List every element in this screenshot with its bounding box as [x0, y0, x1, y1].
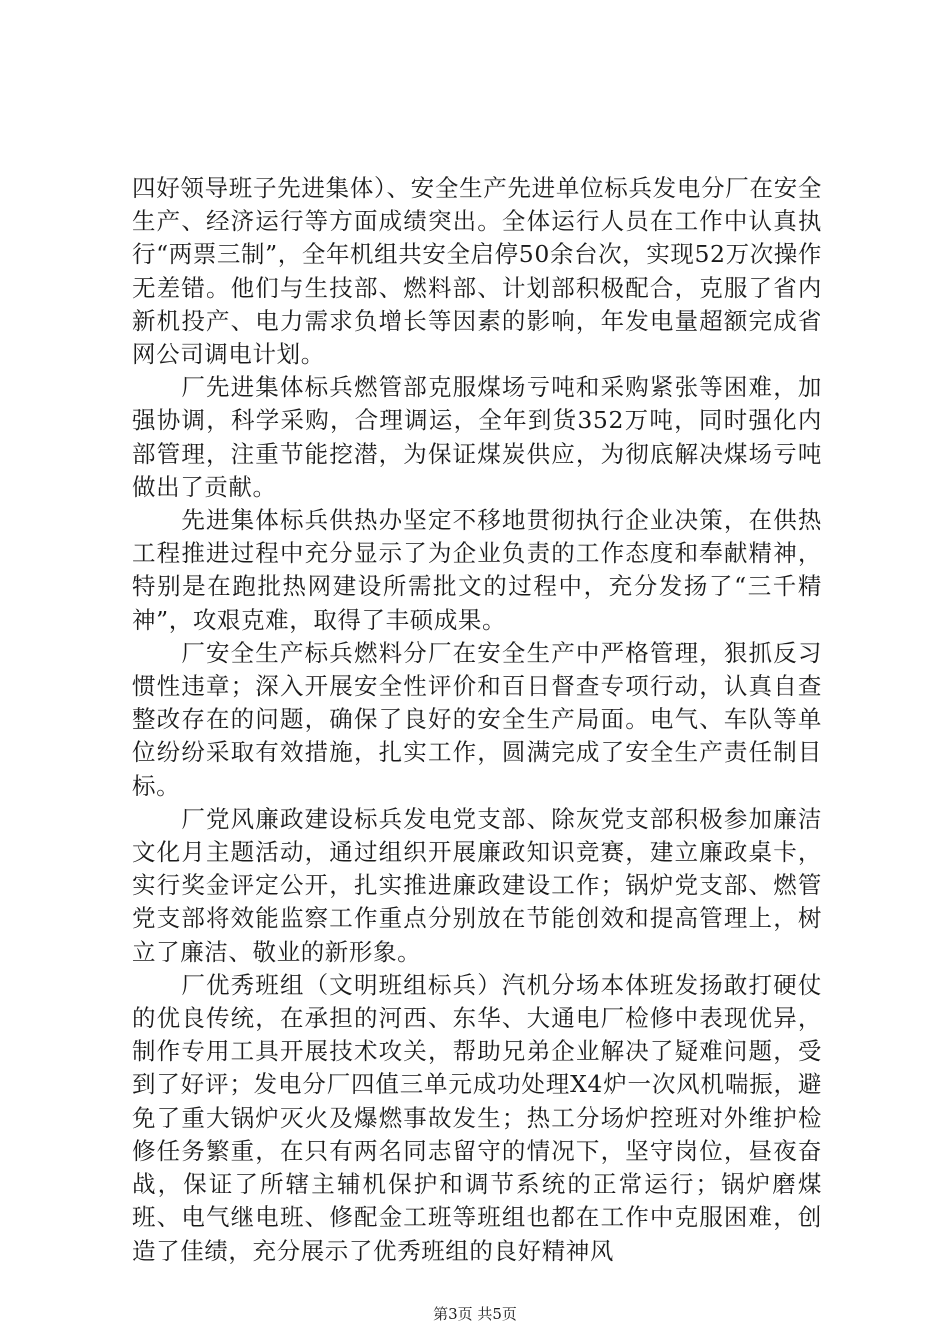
paragraph: 厂优秀班组（文明班组标兵）汽机分场本体班发扬敢打硬仗的优良传统，在承担的河西、东华、大通电厂检修中表现优异，制作专用工具开展技术攻关，帮助兄弟企业解决了疑难问题，受到了好评；发电分厂四值三单元成功处理X4炉一次风机喘振，避免了重大锅炉灭火及爆燃事故发生；热工分场炉控班对外维护检修任务繁重，在只有两名同志留守的情况下，坚守岗位，昼夜奋战，保证了所辖主辅机保护和调节系统的正常运行；锅炉磨煤班、电气继电班、修配金工班等班组也都在工作中克服困难，创造了佳绩，充分展示了优秀班组的良好精神风	[132, 970, 822, 1265]
paragraph: 四好领导班子先进集体）、安全生产先进单位标兵发电分厂在安全生产、经济运行等方面成绩突出。全体运行人员在工作中认真执行“两票三制”，全年机组共安全启停50余台次，实现52万次操作无差错。他们与生技部、燃料部、计划部积极配合，克服了省内新机投产、电力需求负增长等因素的影响，年发电量超额完成省网公司调电计划。	[132, 174, 822, 369]
paragraph: 厂安全生产标兵燃料分厂在安全生产中严格管理，狠抓反习惯性违章；深入开展安全性评价和百日督查专项行动，认真自查整改存在的问题，确保了良好的安全生产局面。电气、车队等单位纷纷采取有效措施，扎实工作，圆满完成了安全生产责任制目标。	[132, 638, 822, 800]
paragraph: 厂先进集体标兵燃管部克服煤场亏吨和采购紧张等困难，加强协调，科学采购，合理调运，全年到货352万吨，同时强化内部管理，注重节能挖潜，为保证煤炭供应，为彻底解决煤场亏吨做出了贡献。	[132, 373, 822, 501]
page-number-label: 第3页 共5页	[433, 1305, 517, 1323]
paragraph: 先进集体标兵供热办坚定不移地贯彻执行企业决策，在供热工程推进过程中充分显示了为企业负责的工作态度和奉献精神，特别是在跑批热网建设所需批文的过程中，充分发扬了“三千精神”，攻艰克难，取得了丰硕成果。	[132, 506, 822, 634]
document-body	[132, 172, 822, 1268]
page-footer	[0, 1303, 950, 1324]
paragraph: 厂党风廉政建设标兵发电党支部、除灰党支部积极参加廉洁文化月主题活动，通过组织开展廉政知识竞赛，建立廉政桌卡，实行奖金评定公开，扎实推进廉政建设工作；锅炉党支部、燃管党支部将效能监察工作重点分别放在节能创效和提高管理上，树立了廉洁、敬业的新形象。	[132, 804, 822, 966]
